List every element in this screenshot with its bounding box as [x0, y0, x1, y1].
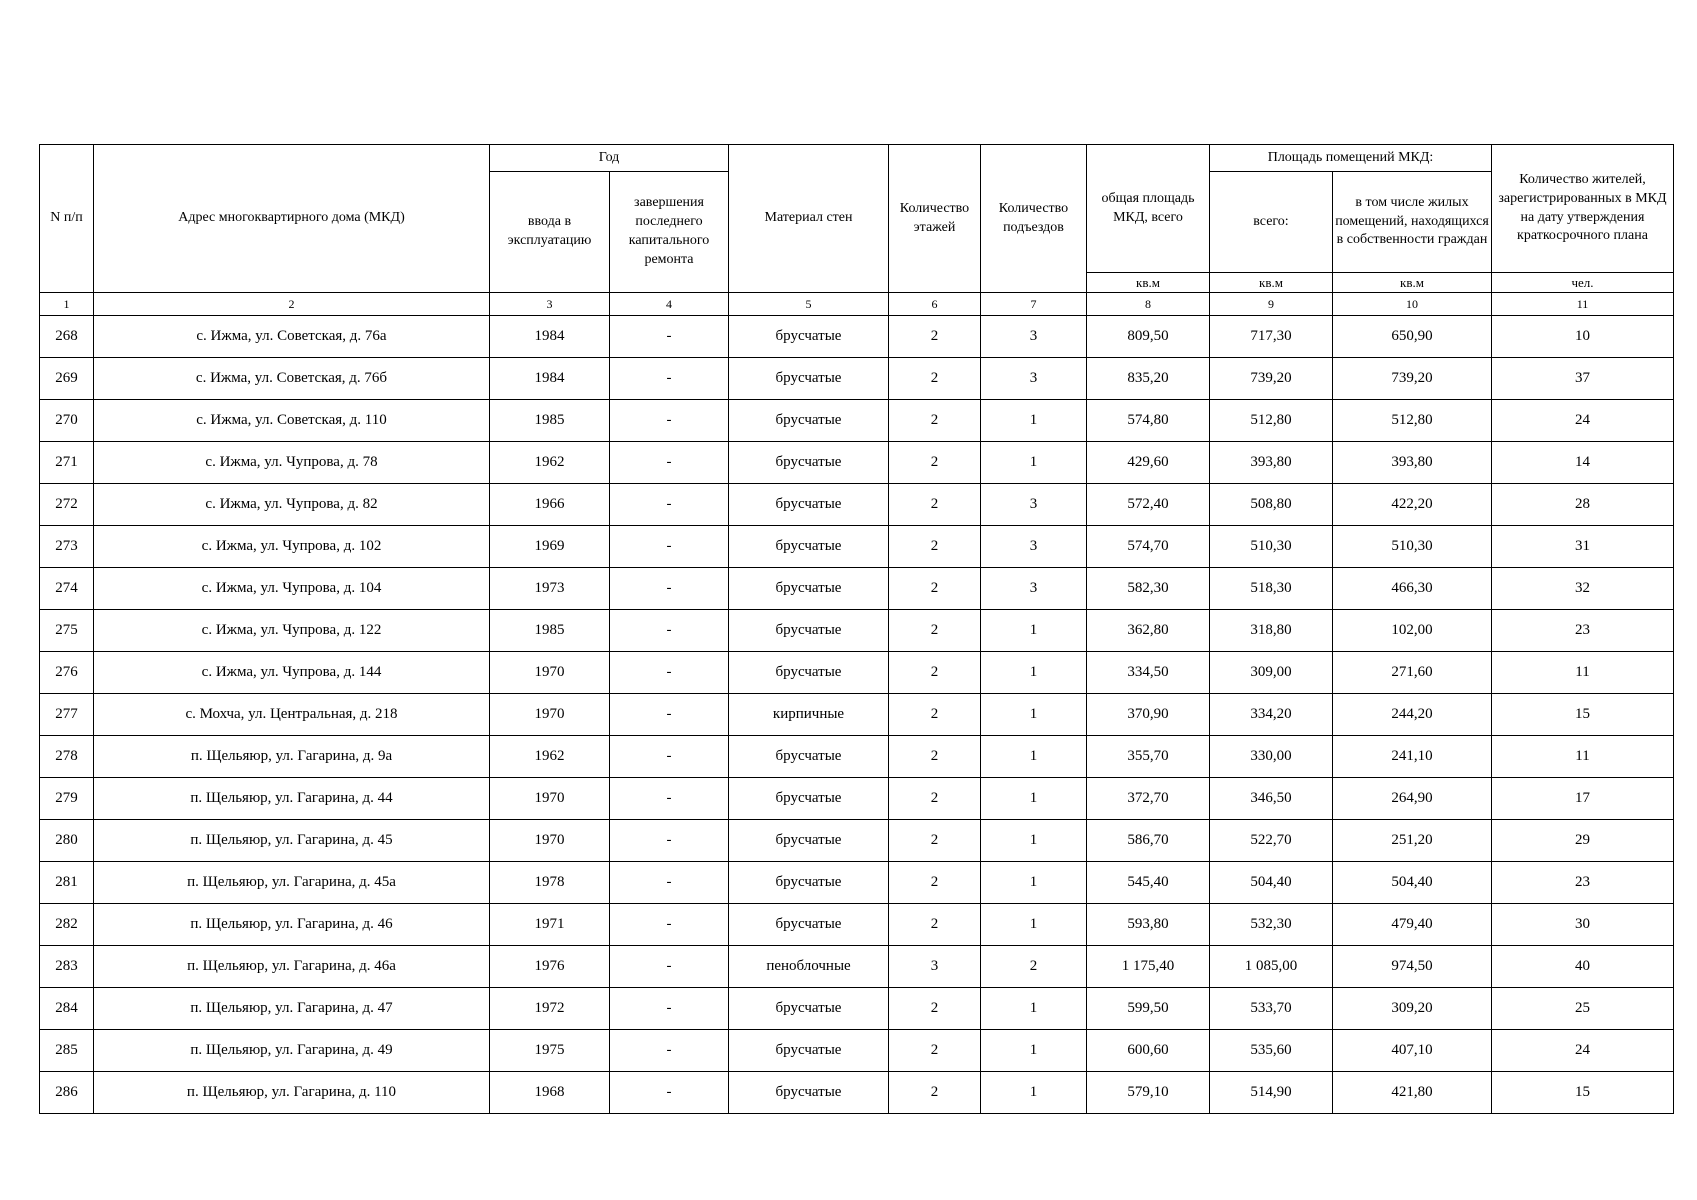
- cell-year-commission: 1972: [490, 988, 610, 1030]
- cell-num: 271: [40, 442, 94, 484]
- cell-wall-material: брусчатые: [729, 1072, 889, 1114]
- cell-year-commission: 1968: [490, 1072, 610, 1114]
- cell-residents: 17: [1492, 778, 1674, 820]
- table-row: [40, 568, 1674, 610]
- cell-wall-material: брусчатые: [729, 736, 889, 778]
- cell-residents: 28: [1492, 484, 1674, 526]
- cell-year-commission: 1985: [490, 400, 610, 442]
- unit-premises-total: кв.м: [1210, 273, 1333, 293]
- cell-premises-private: 479,40: [1333, 904, 1492, 946]
- col-number: 10: [1333, 293, 1492, 316]
- cell-wall-material: брусчатые: [729, 652, 889, 694]
- cell-year-repair: -: [610, 316, 729, 358]
- cell-floors: 2: [889, 652, 981, 694]
- cell-year-commission: 1984: [490, 358, 610, 400]
- cell-premises-total: 334,20: [1210, 694, 1333, 736]
- table-row: [40, 694, 1674, 736]
- cell-year-commission: 1962: [490, 736, 610, 778]
- cell-entrances: 1: [981, 904, 1087, 946]
- table-row: [40, 988, 1674, 1030]
- cell-year-commission: 1985: [490, 610, 610, 652]
- cell-total-area: 593,80: [1087, 904, 1210, 946]
- cell-address: п. Щельяюр, ул. Гагарина, д. 46а: [94, 946, 490, 988]
- cell-premises-private: 264,90: [1333, 778, 1492, 820]
- cell-premises-private: 650,90: [1333, 316, 1492, 358]
- cell-wall-material: брусчатые: [729, 778, 889, 820]
- cell-floors: 2: [889, 400, 981, 442]
- cell-floors: 2: [889, 610, 981, 652]
- cell-wall-material: кирпичные: [729, 694, 889, 736]
- cell-premises-private: 504,40: [1333, 862, 1492, 904]
- cell-entrances: 1: [981, 400, 1087, 442]
- cell-num: 283: [40, 946, 94, 988]
- cell-premises-total: 739,20: [1210, 358, 1333, 400]
- cell-total-area: 582,30: [1087, 568, 1210, 610]
- header-year-commission: ввода в эксплуатацию: [490, 172, 610, 293]
- cell-wall-material: брусчатые: [729, 568, 889, 610]
- unit-premises-private: кв.м: [1333, 273, 1492, 293]
- cell-num: 286: [40, 1072, 94, 1114]
- cell-floors: 2: [889, 526, 981, 568]
- cell-total-area: 574,80: [1087, 400, 1210, 442]
- cell-address: с. Ижма, ул. Чупрова, д. 82: [94, 484, 490, 526]
- cell-year-commission: 1971: [490, 904, 610, 946]
- cell-premises-total: 1 085,00: [1210, 946, 1333, 988]
- cell-entrances: 1: [981, 652, 1087, 694]
- cell-premises-private: 466,30: [1333, 568, 1492, 610]
- cell-year-repair: -: [610, 820, 729, 862]
- cell-floors: 2: [889, 358, 981, 400]
- cell-num: 275: [40, 610, 94, 652]
- cell-year-commission: 1973: [490, 568, 610, 610]
- cell-wall-material: брусчатые: [729, 358, 889, 400]
- cell-premises-total: 532,30: [1210, 904, 1333, 946]
- cell-wall-material: брусчатые: [729, 400, 889, 442]
- cell-num: 270: [40, 400, 94, 442]
- cell-total-area: 429,60: [1087, 442, 1210, 484]
- cell-address: п. Щельяюр, ул. Гагарина, д. 44: [94, 778, 490, 820]
- cell-total-area: 370,90: [1087, 694, 1210, 736]
- cell-total-area: 579,10: [1087, 1072, 1210, 1114]
- cell-residents: 10: [1492, 316, 1674, 358]
- table-row: [40, 946, 1674, 988]
- cell-total-area: 545,40: [1087, 862, 1210, 904]
- header-row-1: [40, 145, 1674, 172]
- cell-total-area: 334,50: [1087, 652, 1210, 694]
- cell-premises-total: 504,40: [1210, 862, 1333, 904]
- cell-total-area: 372,70: [1087, 778, 1210, 820]
- cell-year-commission: 1966: [490, 484, 610, 526]
- cell-floors: 2: [889, 820, 981, 862]
- cell-premises-private: 309,20: [1333, 988, 1492, 1030]
- cell-total-area: 600,60: [1087, 1030, 1210, 1072]
- cell-floors: 2: [889, 316, 981, 358]
- cell-year-commission: 1978: [490, 862, 610, 904]
- cell-premises-total: 522,70: [1210, 820, 1333, 862]
- cell-entrances: 1: [981, 442, 1087, 484]
- cell-address: с. Ижма, ул. Чупрова, д. 104: [94, 568, 490, 610]
- cell-year-commission: 1970: [490, 694, 610, 736]
- cell-premises-total: 717,30: [1210, 316, 1333, 358]
- cell-floors: 2: [889, 484, 981, 526]
- cell-premises-private: 393,80: [1333, 442, 1492, 484]
- cell-wall-material: пеноблочные: [729, 946, 889, 988]
- cell-entrances: 1: [981, 820, 1087, 862]
- header-num: N п/п: [40, 145, 94, 293]
- cell-floors: 2: [889, 694, 981, 736]
- cell-residents: 30: [1492, 904, 1674, 946]
- col-number: 6: [889, 293, 981, 316]
- cell-premises-private: 271,60: [1333, 652, 1492, 694]
- cell-wall-material: брусчатые: [729, 988, 889, 1030]
- cell-floors: 2: [889, 568, 981, 610]
- cell-floors: 3: [889, 946, 981, 988]
- col-number: 1: [40, 293, 94, 316]
- cell-year-repair: -: [610, 442, 729, 484]
- cell-premises-total: 346,50: [1210, 778, 1333, 820]
- header-entrances: Количество подъездов: [981, 145, 1087, 293]
- cell-entrances: 1: [981, 736, 1087, 778]
- cell-premises-private: 510,30: [1333, 526, 1492, 568]
- cell-address: п. Щельяюр, ул. Гагарина, д. 45: [94, 820, 490, 862]
- cell-premises-total: 330,00: [1210, 736, 1333, 778]
- cell-residents: 11: [1492, 652, 1674, 694]
- table-row: [40, 652, 1674, 694]
- cell-year-repair: -: [610, 400, 729, 442]
- cell-floors: 2: [889, 862, 981, 904]
- header-premises-total: всего:: [1210, 172, 1333, 273]
- cell-num: 277: [40, 694, 94, 736]
- header-year-repair: завершения последнего капитального ремонта: [610, 172, 729, 293]
- cell-num: 284: [40, 988, 94, 1030]
- cell-floors: 2: [889, 736, 981, 778]
- cell-residents: 23: [1492, 862, 1674, 904]
- cell-address: с. Ижма, ул. Чупрова, д. 78: [94, 442, 490, 484]
- cell-residents: 29: [1492, 820, 1674, 862]
- cell-premises-total: 318,80: [1210, 610, 1333, 652]
- col-number: 8: [1087, 293, 1210, 316]
- cell-entrances: 1: [981, 610, 1087, 652]
- cell-year-repair: -: [610, 484, 729, 526]
- cell-wall-material: брусчатые: [729, 862, 889, 904]
- cell-address: п. Щельяюр, ул. Гагарина, д. 49: [94, 1030, 490, 1072]
- cell-year-commission: 1962: [490, 442, 610, 484]
- col-number: 2: [94, 293, 490, 316]
- cell-year-repair: -: [610, 1072, 729, 1114]
- cell-entrances: 1: [981, 988, 1087, 1030]
- cell-year-repair: -: [610, 358, 729, 400]
- header-year-group: Год: [490, 145, 729, 172]
- table-row: [40, 442, 1674, 484]
- cell-entrances: 3: [981, 316, 1087, 358]
- header-floors: Количество этажей: [889, 145, 981, 293]
- cell-premises-total: 508,80: [1210, 484, 1333, 526]
- cell-num: 278: [40, 736, 94, 778]
- document-sheet: [39, 144, 1674, 1114]
- cell-total-area: 572,40: [1087, 484, 1210, 526]
- cell-entrances: 3: [981, 484, 1087, 526]
- header-wall-material: Материал стен: [729, 145, 889, 293]
- col-number: 4: [610, 293, 729, 316]
- table-row: [40, 610, 1674, 652]
- cell-year-repair: -: [610, 568, 729, 610]
- header-premises-private: в том числе жилых помещений, находящихся в собственности граждан: [1333, 172, 1492, 273]
- cell-premises-total: 518,30: [1210, 568, 1333, 610]
- cell-year-commission: 1970: [490, 820, 610, 862]
- cell-year-repair: -: [610, 652, 729, 694]
- cell-premises-total: 393,80: [1210, 442, 1333, 484]
- cell-total-area: 809,50: [1087, 316, 1210, 358]
- cell-wall-material: брусчатые: [729, 610, 889, 652]
- table-row: [40, 1030, 1674, 1072]
- header-premises-group: Площадь помещений МКД:: [1210, 145, 1492, 172]
- cell-premises-total: 533,70: [1210, 988, 1333, 1030]
- cell-residents: 11: [1492, 736, 1674, 778]
- col-number: 3: [490, 293, 610, 316]
- cell-entrances: 1: [981, 694, 1087, 736]
- cell-num: 269: [40, 358, 94, 400]
- cell-address: п. Щельяюр, ул. Гагарина, д. 110: [94, 1072, 490, 1114]
- table-row: [40, 862, 1674, 904]
- cell-residents: 24: [1492, 1030, 1674, 1072]
- cell-entrances: 2: [981, 946, 1087, 988]
- cell-premises-total: 512,80: [1210, 400, 1333, 442]
- table-row: [40, 358, 1674, 400]
- cell-total-area: 599,50: [1087, 988, 1210, 1030]
- cell-wall-material: брусчатые: [729, 484, 889, 526]
- cell-wall-material: брусчатые: [729, 526, 889, 568]
- cell-total-area: 835,20: [1087, 358, 1210, 400]
- table-row: [40, 526, 1674, 568]
- table-body: [40, 316, 1674, 1114]
- table-row: [40, 1072, 1674, 1114]
- cell-entrances: 1: [981, 1030, 1087, 1072]
- unit-residents: чел.: [1492, 273, 1674, 293]
- table-row: [40, 778, 1674, 820]
- cell-premises-private: 739,20: [1333, 358, 1492, 400]
- cell-address: п. Щельяюр, ул. Гагарина, д. 9а: [94, 736, 490, 778]
- cell-address: с. Ижма, ул. Советская, д. 76б: [94, 358, 490, 400]
- cell-premises-total: 510,30: [1210, 526, 1333, 568]
- cell-address: с. Ижма, ул. Советская, д. 76а: [94, 316, 490, 358]
- cell-residents: 23: [1492, 610, 1674, 652]
- cell-year-commission: 1975: [490, 1030, 610, 1072]
- cell-entrances: 1: [981, 862, 1087, 904]
- cell-entrances: 1: [981, 778, 1087, 820]
- cell-residents: 24: [1492, 400, 1674, 442]
- cell-address: с. Ижма, ул. Чупрова, д. 122: [94, 610, 490, 652]
- cell-residents: 15: [1492, 1072, 1674, 1114]
- table-row: [40, 400, 1674, 442]
- cell-floors: 2: [889, 904, 981, 946]
- cell-total-area: 586,70: [1087, 820, 1210, 862]
- cell-entrances: 3: [981, 568, 1087, 610]
- cell-premises-total: 309,00: [1210, 652, 1333, 694]
- cell-year-repair: -: [610, 946, 729, 988]
- unit-total-area: кв.м: [1087, 273, 1210, 293]
- cell-entrances: 1: [981, 1072, 1087, 1114]
- mkd-table: [39, 144, 1674, 1114]
- cell-premises-private: 974,50: [1333, 946, 1492, 988]
- cell-num: 285: [40, 1030, 94, 1072]
- table-row: [40, 484, 1674, 526]
- cell-year-repair: -: [610, 1030, 729, 1072]
- cell-premises-private: 512,80: [1333, 400, 1492, 442]
- cell-num: 273: [40, 526, 94, 568]
- cell-num: 279: [40, 778, 94, 820]
- cell-num: 282: [40, 904, 94, 946]
- cell-wall-material: брусчатые: [729, 820, 889, 862]
- cell-premises-private: 102,00: [1333, 610, 1492, 652]
- cell-floors: 2: [889, 988, 981, 1030]
- header-address: Адрес многоквартирного дома (МКД): [94, 145, 490, 293]
- cell-address: п. Щельяюр, ул. Гагарина, д. 46: [94, 904, 490, 946]
- cell-premises-private: 422,20: [1333, 484, 1492, 526]
- cell-entrances: 3: [981, 358, 1087, 400]
- cell-address: с. Ижма, ул. Чупрова, д. 144: [94, 652, 490, 694]
- column-numbers-row: [40, 293, 1674, 316]
- cell-residents: 37: [1492, 358, 1674, 400]
- cell-num: 276: [40, 652, 94, 694]
- table-row: [40, 736, 1674, 778]
- cell-premises-total: 514,90: [1210, 1072, 1333, 1114]
- cell-premises-total: 535,60: [1210, 1030, 1333, 1072]
- cell-address: с. Ижма, ул. Чупрова, д. 102: [94, 526, 490, 568]
- cell-total-area: 355,70: [1087, 736, 1210, 778]
- cell-year-repair: -: [610, 694, 729, 736]
- header-residents: Количество жителей, зарегистрированных в МКД на дату утверждения краткосрочного плана: [1492, 145, 1674, 273]
- cell-total-area: 362,80: [1087, 610, 1210, 652]
- cell-wall-material: брусчатые: [729, 442, 889, 484]
- cell-total-area: 1 175,40: [1087, 946, 1210, 988]
- cell-address: с. Мохча, ул. Центральная, д. 218: [94, 694, 490, 736]
- col-number: 5: [729, 293, 889, 316]
- cell-num: 281: [40, 862, 94, 904]
- cell-residents: 32: [1492, 568, 1674, 610]
- table-row: [40, 904, 1674, 946]
- cell-num: 268: [40, 316, 94, 358]
- cell-num: 272: [40, 484, 94, 526]
- cell-residents: 31: [1492, 526, 1674, 568]
- cell-year-repair: -: [610, 988, 729, 1030]
- col-number: 9: [1210, 293, 1333, 316]
- cell-address: с. Ижма, ул. Советская, д. 110: [94, 400, 490, 442]
- cell-year-repair: -: [610, 610, 729, 652]
- cell-residents: 25: [1492, 988, 1674, 1030]
- cell-total-area: 574,70: [1087, 526, 1210, 568]
- cell-year-commission: 1984: [490, 316, 610, 358]
- cell-wall-material: брусчатые: [729, 1030, 889, 1072]
- cell-year-repair: -: [610, 778, 729, 820]
- cell-residents: 14: [1492, 442, 1674, 484]
- cell-floors: 2: [889, 778, 981, 820]
- cell-year-commission: 1970: [490, 652, 610, 694]
- cell-year-repair: -: [610, 862, 729, 904]
- cell-address: п. Щельяюр, ул. Гагарина, д. 45а: [94, 862, 490, 904]
- cell-num: 280: [40, 820, 94, 862]
- cell-premises-private: 421,80: [1333, 1072, 1492, 1114]
- cell-floors: 2: [889, 442, 981, 484]
- cell-premises-private: 251,20: [1333, 820, 1492, 862]
- cell-year-commission: 1976: [490, 946, 610, 988]
- header-total-area: общая площадь МКД, всего: [1087, 145, 1210, 273]
- table-row: [40, 316, 1674, 358]
- cell-year-commission: 1970: [490, 778, 610, 820]
- cell-year-repair: -: [610, 736, 729, 778]
- cell-wall-material: брусчатые: [729, 316, 889, 358]
- cell-year-commission: 1969: [490, 526, 610, 568]
- col-number: 7: [981, 293, 1087, 316]
- cell-year-repair: -: [610, 526, 729, 568]
- cell-premises-private: 244,20: [1333, 694, 1492, 736]
- table-row: [40, 820, 1674, 862]
- cell-floors: 2: [889, 1030, 981, 1072]
- cell-year-repair: -: [610, 904, 729, 946]
- col-number: 11: [1492, 293, 1674, 316]
- cell-residents: 15: [1492, 694, 1674, 736]
- cell-premises-private: 407,10: [1333, 1030, 1492, 1072]
- cell-num: 274: [40, 568, 94, 610]
- cell-premises-private: 241,10: [1333, 736, 1492, 778]
- cell-address: п. Щельяюр, ул. Гагарина, д. 47: [94, 988, 490, 1030]
- cell-residents: 40: [1492, 946, 1674, 988]
- cell-entrances: 3: [981, 526, 1087, 568]
- cell-floors: 2: [889, 1072, 981, 1114]
- cell-wall-material: брусчатые: [729, 904, 889, 946]
